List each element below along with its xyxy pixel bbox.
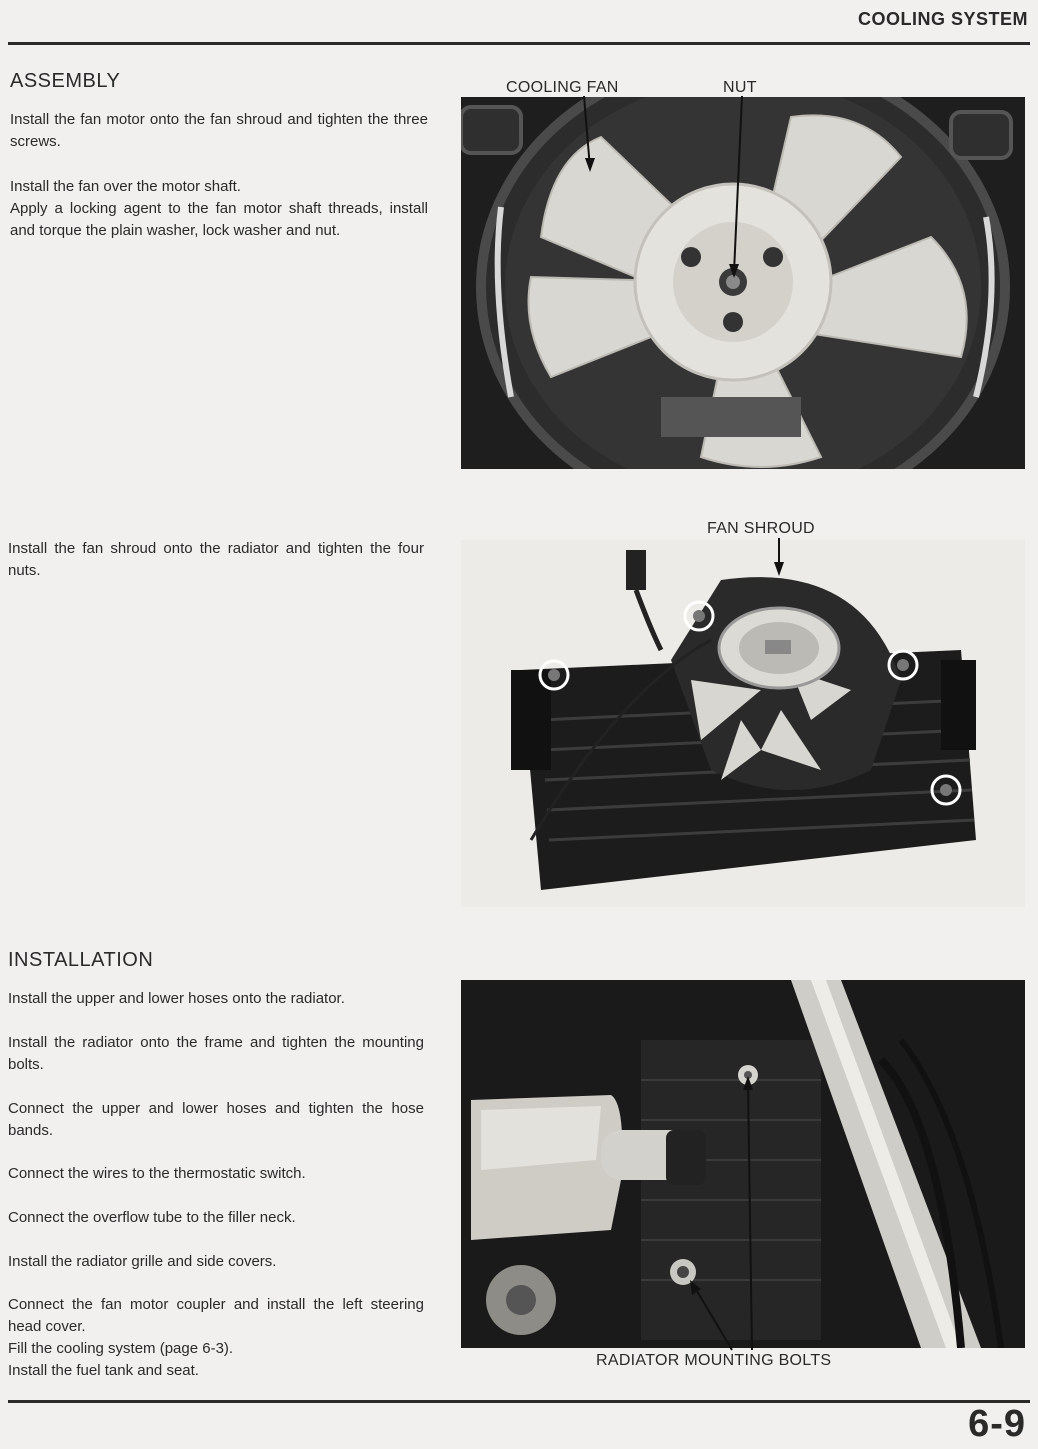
installation-heading: INSTALLATION	[8, 949, 154, 971]
installation-step-4: Connect the wires to the thermostatic switch.	[8, 1165, 306, 1182]
leader-line-cooling-fan	[584, 96, 590, 168]
installation-step-1: Install the upper and lower hoses onto the radiator.	[8, 990, 345, 1007]
arrowhead-upper-bolt	[743, 1076, 753, 1090]
arrowhead-nut	[729, 264, 739, 278]
label-nut: NUT	[723, 79, 757, 96]
fig2-leader-lines	[770, 538, 790, 578]
assembly-paragraph-3: Apply a locking agent to the fan motor shaft threads, install and torque the plain washer, lock washer and nut.	[10, 200, 428, 239]
page-number: 6-9	[968, 1403, 1026, 1445]
label-cooling-fan: COOLING FAN	[506, 79, 619, 96]
arrowhead-cooling-fan	[585, 158, 595, 172]
label-radiator-mounting-bolts: RADIATOR MOUNTING BOLTS	[596, 1352, 832, 1369]
radiator-photo	[461, 540, 1025, 907]
assembly-paragraph-4: Install the fan shroud onto the radiator and tighten the four nuts.	[8, 540, 424, 579]
fig3-leader-lines	[672, 1068, 782, 1358]
installation-step-2: Install the radiator onto the frame and tighten the mounting bolts.	[8, 1034, 424, 1073]
arrowhead-lower-bolt	[690, 1280, 701, 1295]
installation-step-5: Connect the overflow tube to the filler neck.	[8, 1209, 296, 1226]
label-fan-shroud: FAN SHROUD	[707, 520, 815, 537]
header-rule	[8, 42, 1030, 45]
leader-line-upper-bolt	[748, 1084, 752, 1350]
assembly-paragraph-1: Install the fan motor onto the fan shroud and tighten the three screws.	[10, 111, 428, 150]
installation-step-9: Install the fuel tank and seat.	[8, 1362, 199, 1379]
assembly-paragraph-2: Install the fan over the motor shaft.	[10, 178, 241, 195]
installation-step-7: Connect the fan motor coupler and install the left steering head cover.	[8, 1296, 424, 1335]
assembly-heading: ASSEMBLY	[10, 70, 121, 92]
leader-line-nut	[734, 96, 742, 272]
installation-step-3: Connect the upper and lower hoses and tighten the hose bands.	[8, 1100, 424, 1139]
fig1-leader-lines	[570, 96, 750, 286]
page-header-title: COOLING SYSTEM	[857, 9, 1028, 29]
arrowhead-fan-shroud	[774, 562, 784, 576]
installation-step-8: Fill the cooling system (page 6-3).	[8, 1340, 234, 1357]
installation-step-6: Install the radiator grille and side covers.	[8, 1253, 277, 1270]
radiator-illustration	[461, 540, 1025, 907]
footer-rule	[8, 1400, 1030, 1403]
leader-line-lower-bolt	[694, 1286, 732, 1350]
